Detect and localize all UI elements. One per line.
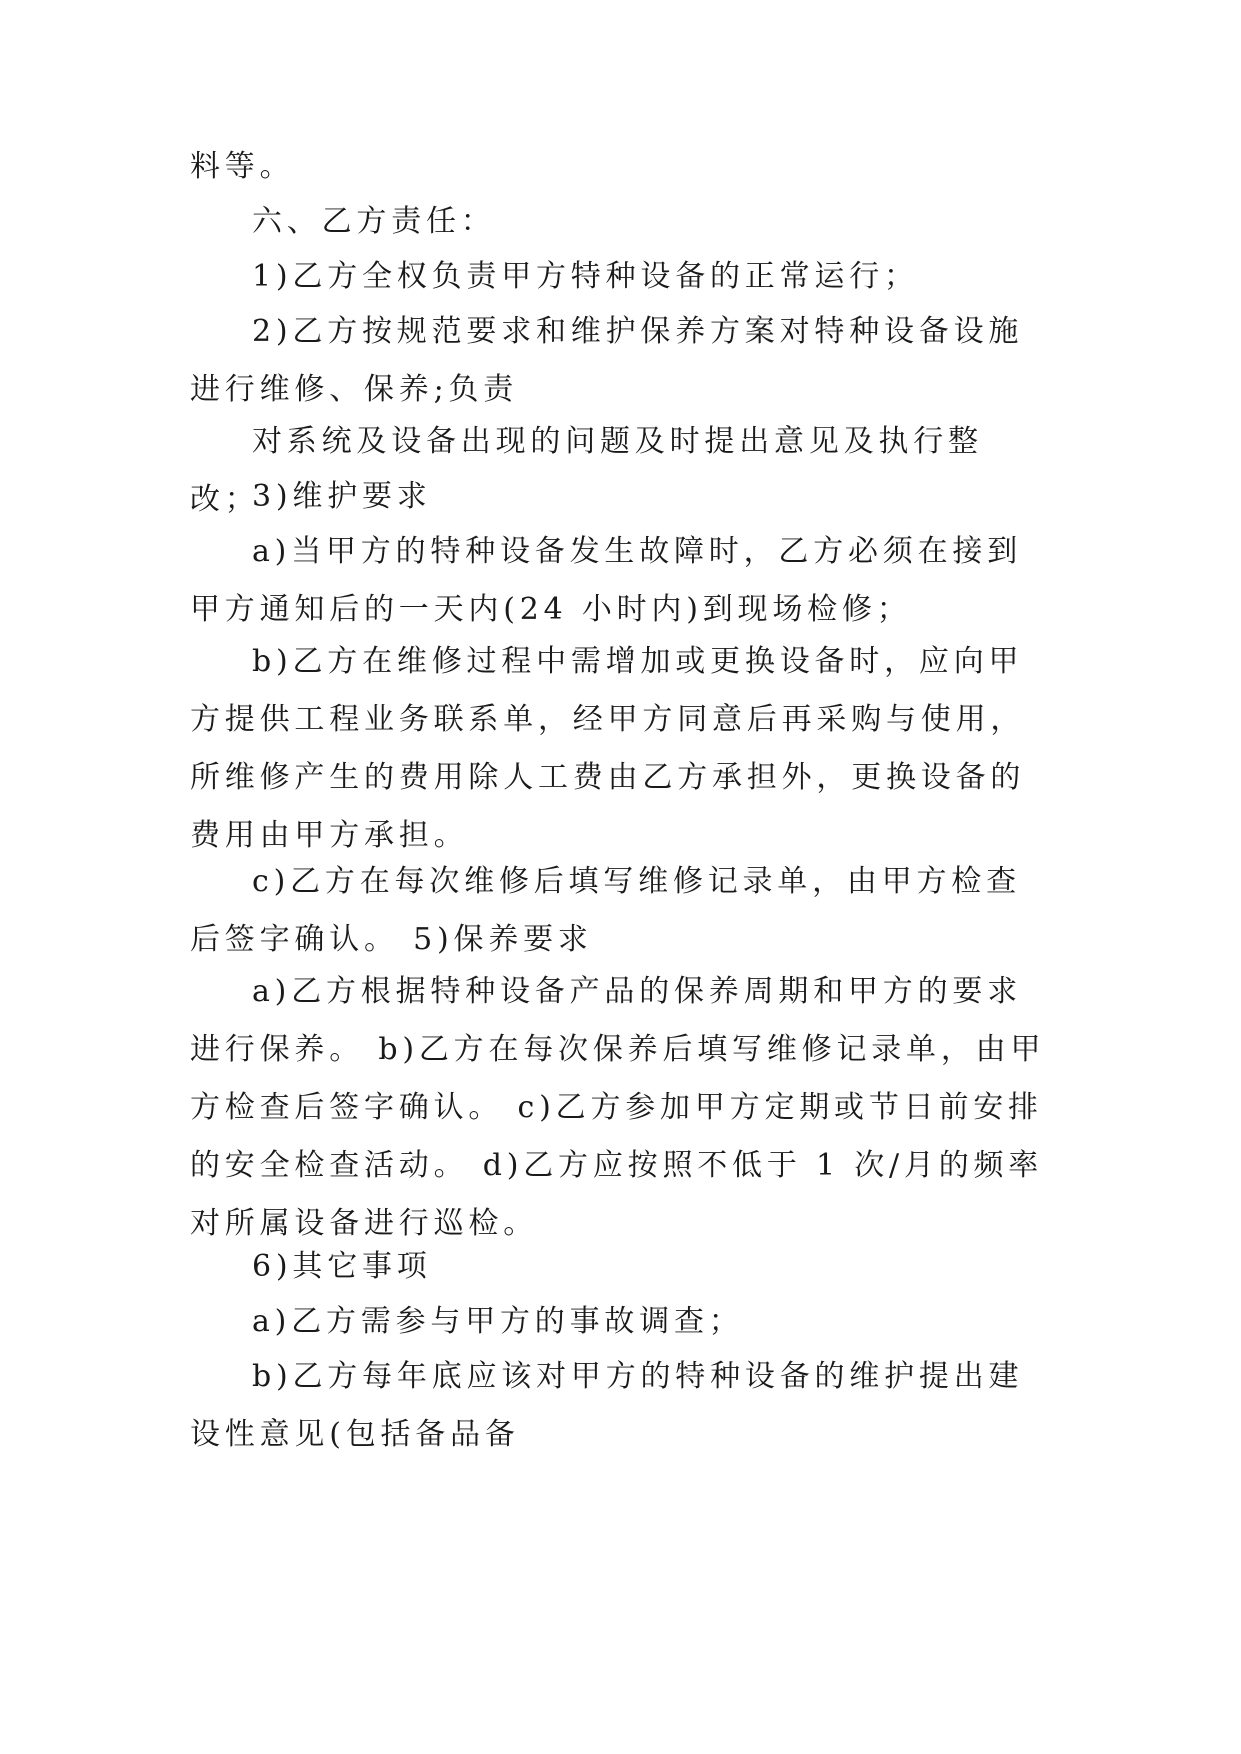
- clause-3b: b)乙方在维修过程中需增加或更换设备时，应向甲方提供工程业务联系单，经甲方同意后再采购与使用，所维修产生的费用除人工费由乙方承担外，更换设备的费用由甲方承担。: [190, 644, 1026, 853]
- clause-6a: a)乙方需参与甲方的事故调查；: [252, 1304, 744, 1339]
- clause-5-maintenance: a)乙方根据特种设备产品的保养周期和甲方的要求进行保养。 b)乙方在每次保养后填写维修记录单，由甲方检查后签字确认。 c)乙方参加甲方定期或节日前安排的安全检查活动。 d)乙方应按照不低于 1 次/月的频率对所属设备进行巡检。: [190, 974, 1046, 1241]
- clause-1: 1)乙方全权负责甲方特种设备的正常运行；: [252, 259, 919, 294]
- clause-6-heading: 6)其它事项: [252, 1249, 432, 1284]
- section-heading-party-b-duties: 六、乙方责任：: [252, 204, 496, 239]
- clause-3c: c)乙方在每次维修后填写维修记录单，由甲方检查后签字确认。 5)保养要求: [190, 864, 1021, 957]
- clause-2-continuation: 对系统及设备出现的问题及时提出意见及执行整改；: [190, 424, 983, 517]
- paragraph-continuation: 料等。: [190, 149, 295, 184]
- clause-3a: a)当甲方的特种设备发生故障时，乙方必须在接到甲方通知后的一天内(24 小时内)到现场检修；: [190, 534, 1022, 627]
- clause-2: 2)乙方按规范要求和维护保养方案对特种设备设施进行维修、保养;负责: [190, 314, 1024, 407]
- clause-3-heading: 3)维护要求: [252, 479, 432, 514]
- clause-6b: b)乙方每年底应该对甲方的特种设备的维护提出建设性意见(包括备品备: [190, 1359, 1024, 1452]
